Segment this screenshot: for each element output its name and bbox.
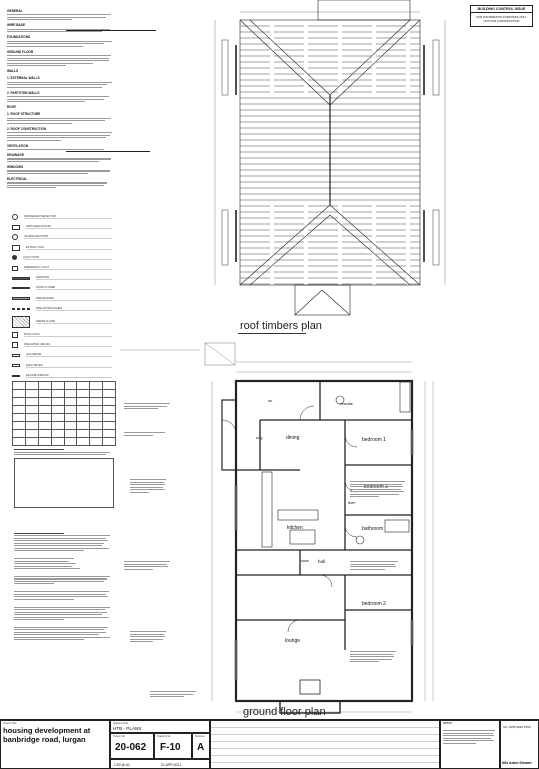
legend-item: SWITCHED SOCKET	[26, 225, 112, 229]
legend-item: EXTRACT FAN	[26, 246, 112, 250]
roof-timbers-plan	[175, 0, 475, 340]
room-label-wc: wc	[268, 399, 273, 403]
title-block	[0, 719, 539, 769]
notes-heading: GROUND FLOOR	[7, 49, 34, 54]
general-notes	[7, 6, 115, 190]
revision-table	[210, 720, 440, 769]
legend-item: TELEPHONE POINT	[24, 235, 112, 239]
legend-item: ELEC METER	[26, 364, 112, 368]
legend-item: ESCAPE WINDOW	[26, 374, 112, 378]
plan-annotation	[350, 560, 400, 571]
date: 21.APR.2021	[161, 763, 182, 767]
legend-item: LIGHT POINT	[23, 256, 112, 260]
job-number-cell	[110, 733, 154, 759]
notes-heading: WALLS	[7, 69, 19, 74]
job-label: Project No	[113, 735, 126, 738]
room-label-lounge: lounge	[285, 638, 301, 644]
drawing-label: Drawing Title	[113, 722, 128, 725]
building-control-line: NOT FOR CONSTRUCTION	[483, 18, 520, 23]
legend-item: DOOR CLOSER	[36, 286, 112, 290]
notes-heading: ROOF	[7, 105, 17, 110]
plan-annotation	[124, 402, 172, 437]
ground-plan-title: ground floor plan	[243, 706, 326, 718]
room-label-bathroom: bathroom	[362, 526, 384, 532]
room-label-ensuite: ensuite	[340, 401, 353, 406]
plan-annotation	[150, 690, 198, 699]
room-label-bedroom-1: bedroom 1	[362, 437, 386, 443]
job-number: 20-062	[115, 742, 147, 753]
drawing-title: HTB - PLANS	[113, 726, 142, 731]
notes-heading: FOUNDATIONS	[7, 35, 31, 40]
company-cell	[500, 720, 539, 769]
notes-heading: 1. ROOF STRUCTURE	[7, 112, 41, 117]
building-control-line: FOR INFORMATION PURPOSES ONLY	[476, 14, 527, 19]
revision-cell	[192, 733, 210, 759]
plan-annotation	[350, 650, 398, 664]
room-label-utility: u/ty	[256, 435, 263, 440]
drawing-number-cell	[154, 733, 192, 759]
legend-item: FIRE RATED CEILING	[24, 343, 112, 347]
room-label-kitchen: kitchen	[287, 525, 303, 531]
drawing-title-cell	[110, 720, 210, 733]
project-title-cell	[0, 720, 110, 769]
symbol-legend	[12, 212, 112, 381]
revision: A	[197, 742, 205, 753]
room-label-linen: linen	[348, 501, 356, 505]
room-label-dining: dining	[286, 435, 300, 441]
notes-heading: GENERAL	[7, 9, 23, 13]
roof-plan-title: roof timbers plan	[240, 320, 322, 332]
project-label: Project Title	[3, 722, 17, 725]
legend-item: RADIATOR	[36, 276, 112, 280]
room-label-bedroom-2: bedroom 2	[362, 601, 386, 607]
legend-item: FIRE EXTINGUISHER	[36, 307, 112, 311]
notes-cell	[440, 720, 500, 769]
notes-heading: ELECTRICAL	[7, 177, 28, 182]
plan-annotation	[350, 480, 408, 499]
room-label-hall: hall	[318, 559, 326, 564]
notes-label: NOTES	[443, 722, 452, 725]
company-name: Nils Adam Stewart	[502, 761, 532, 765]
notes-heading: WINDOWS	[7, 165, 24, 170]
notes-heading: WIRE BASE	[7, 23, 26, 28]
building-control-title: BUILDING CONTROL ISSUE	[471, 6, 532, 13]
revision-label: Revision	[195, 735, 205, 738]
notes-heading: 2. PARTITION WALLS	[7, 90, 40, 95]
plan-annotation	[130, 478, 168, 494]
scale: 1:50 @ A1	[114, 763, 130, 767]
legend-item: FIRE BLANKET	[36, 297, 112, 301]
specification-notes	[14, 448, 114, 642]
notes-heading: VENTILATION	[7, 143, 29, 148]
notes-heading: 2. ROOF CONSTRUCTION	[7, 126, 47, 131]
project-name: housing development at banbridge road, lurgan	[3, 726, 91, 744]
drawing-no-label: Drawing No	[157, 735, 171, 738]
legend-item: GAS METER	[26, 353, 112, 357]
door-window-schedule	[12, 381, 116, 446]
legend-item: ROOF LIGHT	[24, 333, 112, 337]
company-phone: Tel: (028) 9262 5766	[503, 725, 531, 729]
notes-heading: DRAINAGE	[7, 153, 25, 158]
building-control-stamp	[470, 5, 533, 27]
plan-annotation	[124, 560, 172, 571]
drawing-number: F-10	[160, 742, 181, 753]
legend-item: SMOKE ALARM	[36, 320, 112, 324]
plan-annotation	[130, 630, 168, 644]
legend-item: SMOKE/HEAT DETECTOR	[24, 215, 112, 219]
notes-heading: 1. EXTERNAL WALLS	[7, 76, 40, 81]
legend-item: EMERGENCY LIGHT	[24, 266, 112, 270]
room-label-store: store	[301, 559, 309, 563]
